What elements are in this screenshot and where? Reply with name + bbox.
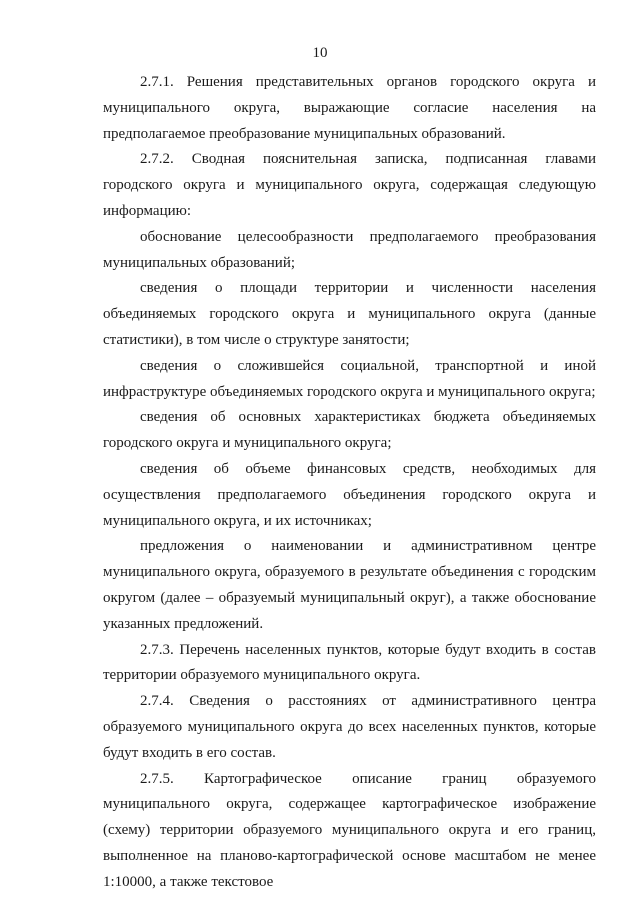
list-item-budget: сведения об основных характеристиках бюджета объединяемых городского округа и муниципального округа;: [103, 409, 596, 452]
list-item-justification: обоснование целесообразности предполагаемого преобразования муниципальных образований;: [103, 228, 596, 271]
list-item-financing: сведения об объеме финансовых средств, необходимых для осуществления предполагаемого объединения городского округа и муниципального округа, и их источниках;: [103, 460, 596, 529]
paragraph-2-7-1: 2.7.1. Решения представительных органов городского округа и муниципального округа, выражающие согласие населения на предполагаемое преобразование муниципальных образований.: [103, 74, 596, 142]
paragraph-2-7-4: 2.7.4. Сведения о расстояниях от административного центра образуемого муниципального округа до всех населенных пунктов, которые будут входить в его состав.: [103, 693, 596, 761]
page-number: 10: [312, 45, 328, 61]
list-item-infrastructure: сведения о сложившейся социальной, транспортной и иной инфраструктуре объединяемых городского округа и муниципального округа;: [103, 357, 596, 400]
list-item-name-center: предложения о наименовании и административном центре муниципального округа, образуемого в результате объединения с городским округом (далее – образуемый муниципальный округ), а также обоснование указанных предложений.: [103, 538, 596, 632]
paragraph-2-7-3: 2.7.3. Перечень населенных пунктов, которые будут входить в состав территории образуемого муниципального округа.: [103, 641, 596, 684]
document-body: [103, 70, 596, 896]
paragraph-2-7-5: 2.7.5. Картографическое описание границ образуемого муниципального округа, содержащее картографическое изображение (схему) территории образуемого муниципального округа и его границ, выполненное на планово-картографической основе масштабом не менее 1:10000, а также текстовое: [103, 770, 596, 890]
paragraph-2-7-2: 2.7.2. Сводная пояснительная записка, подписанная главами городского округа и муниципального округа, содержащая следующую информацию:: [103, 151, 596, 219]
list-item-area-population: сведения о площади территории и численности населения объединяемых городского округа и муниципального округа (данные статистики), в том числе о структуре занятости;: [103, 280, 596, 348]
